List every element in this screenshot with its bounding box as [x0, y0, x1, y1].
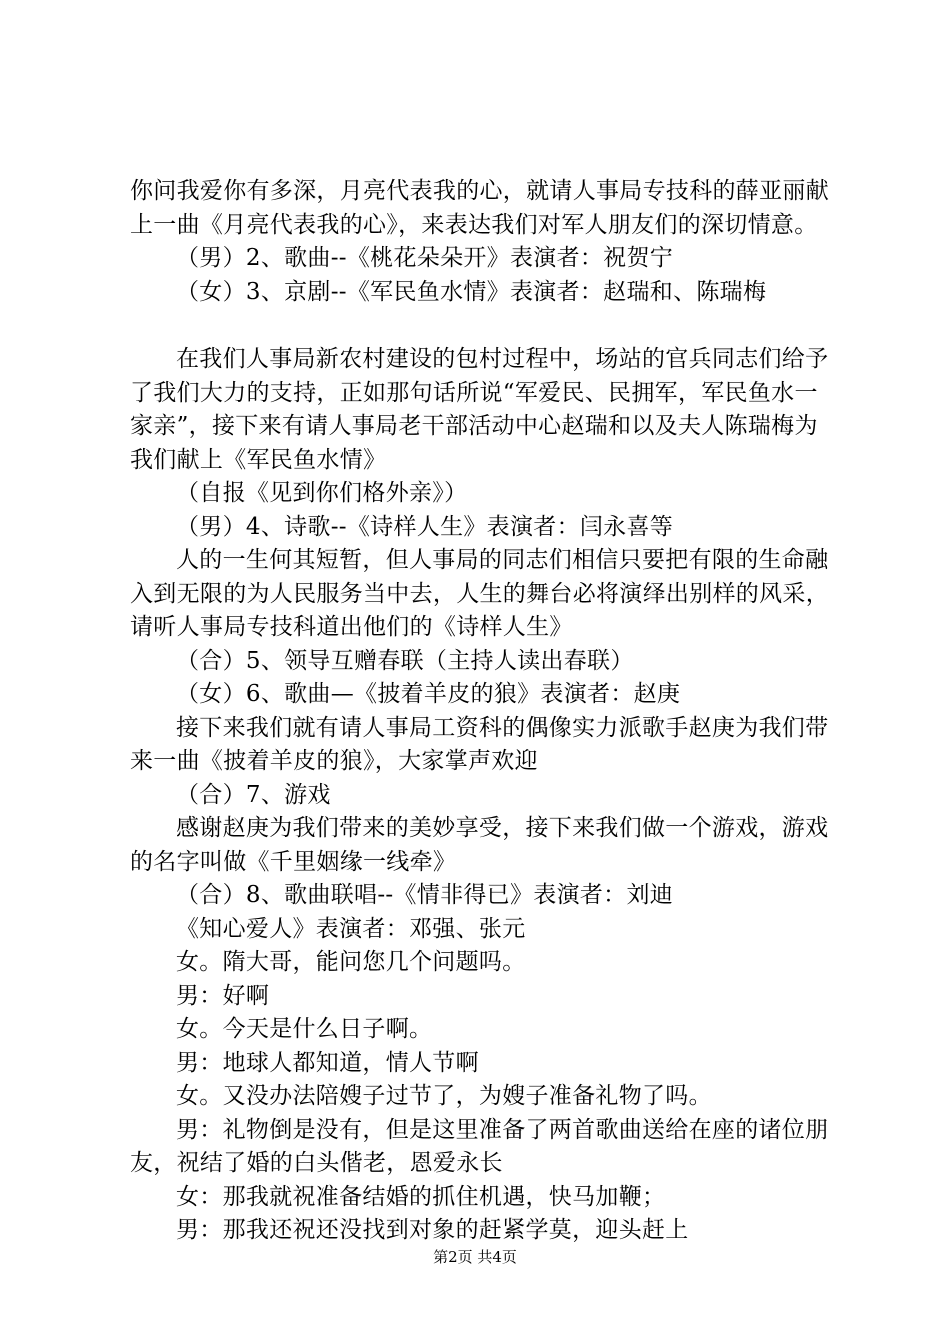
- paragraph-14: 《知心爱人》表演者：邓强、张元: [176, 915, 526, 942]
- paragraph-5: （自报《见到你们格外亲》）: [176, 480, 468, 506]
- paragraph-1: （男）2、歌曲--《桃花朵朵开》表演者：祝贺宁: [176, 245, 674, 271]
- paragraph-21: 女：那我就祝准备结婚的抓住机遇，快马加鞭；: [176, 1183, 666, 1210]
- paragraph-2: （女）3、京剧--《军民鱼水情》表演者：赵瑞和、陈瑞梅: [176, 278, 767, 305]
- paragraph-13: （合）8、歌曲联唱--《情非得已》表演者：刘迪: [176, 882, 674, 908]
- paragraph-15: 女。隋大哥，能问您几个问题吗。: [176, 949, 526, 975]
- document-body: [130, 175, 830, 1248]
- paragraph-11: （合）7、游戏: [176, 781, 331, 808]
- paragraph-7: 人的一生何其短暂，但人事局的同志们相信只要把有限的生命融入到无限的为人民服务当中去，人生的舞台必将演绎出别样的风采，请听人事局专技科道出他们的《诗样人生》: [130, 547, 829, 640]
- paragraph-12: 感谢赵庚为我们带来的美妙享受，接下来我们做一个游戏，游戏的名字叫做《千里姻缘一线牵》: [130, 815, 829, 875]
- paragraph-10: 接下来我们就有请人事局工资科的偶像实力派歌手赵庚为我们带来一曲《披着羊皮的狼》，大家掌声欢迎: [130, 714, 829, 774]
- paragraph-8: （合）5、领导互赠春联（主持人读出春联）: [176, 647, 634, 674]
- paragraph-0: 你问我爱你有多深，月亮代表我的心，就请人事局专技科的薛亚丽献上一曲《月亮代表我的心》，来表达我们对军人朋友们的深切情意。: [130, 178, 829, 238]
- paragraph-20: 男：礼物倒是没有，但是这里准备了两首歌曲送给在座的诸位朋友，祝结了婚的白头偕老，恩爱永长: [130, 1116, 829, 1176]
- page-number-label: 第2页 共4页: [433, 1248, 517, 1266]
- paragraph-22: 男：那我还祝还没找到对象的赶紧学莫，迎头赶上: [176, 1217, 689, 1243]
- paragraph-4: 在我们人事局新农村建设的包村过程中，场站的官兵同志们给予了我们大力的支持，正如那句话所说“军爱民、民拥军，军民鱼水一家亲”，接下来有请人事局老干部活动中心赵瑞和以及夫人陈瑞梅为我们献上《军民鱼水情》: [130, 346, 829, 473]
- page-footer: [0, 1246, 950, 1267]
- paragraph-18: 男：地球人都知道，情人节啊: [176, 1049, 479, 1076]
- paragraph-6: （男）4、诗歌--《诗样人生》表演者：闫永喜等: [176, 513, 674, 540]
- paragraph-17: 女。今天是什么日子啊。: [176, 1016, 433, 1042]
- paragraph-19: 女。又没办法陪嫂子过节了，为嫂子准备礼物了吗。: [176, 1083, 712, 1109]
- paragraph-16: 男：好啊: [176, 982, 270, 1009]
- paragraph-gap: [130, 309, 830, 343]
- paragraph-9: （女）6、歌曲—《披着羊皮的狼》表演者：赵庚: [176, 681, 681, 707]
